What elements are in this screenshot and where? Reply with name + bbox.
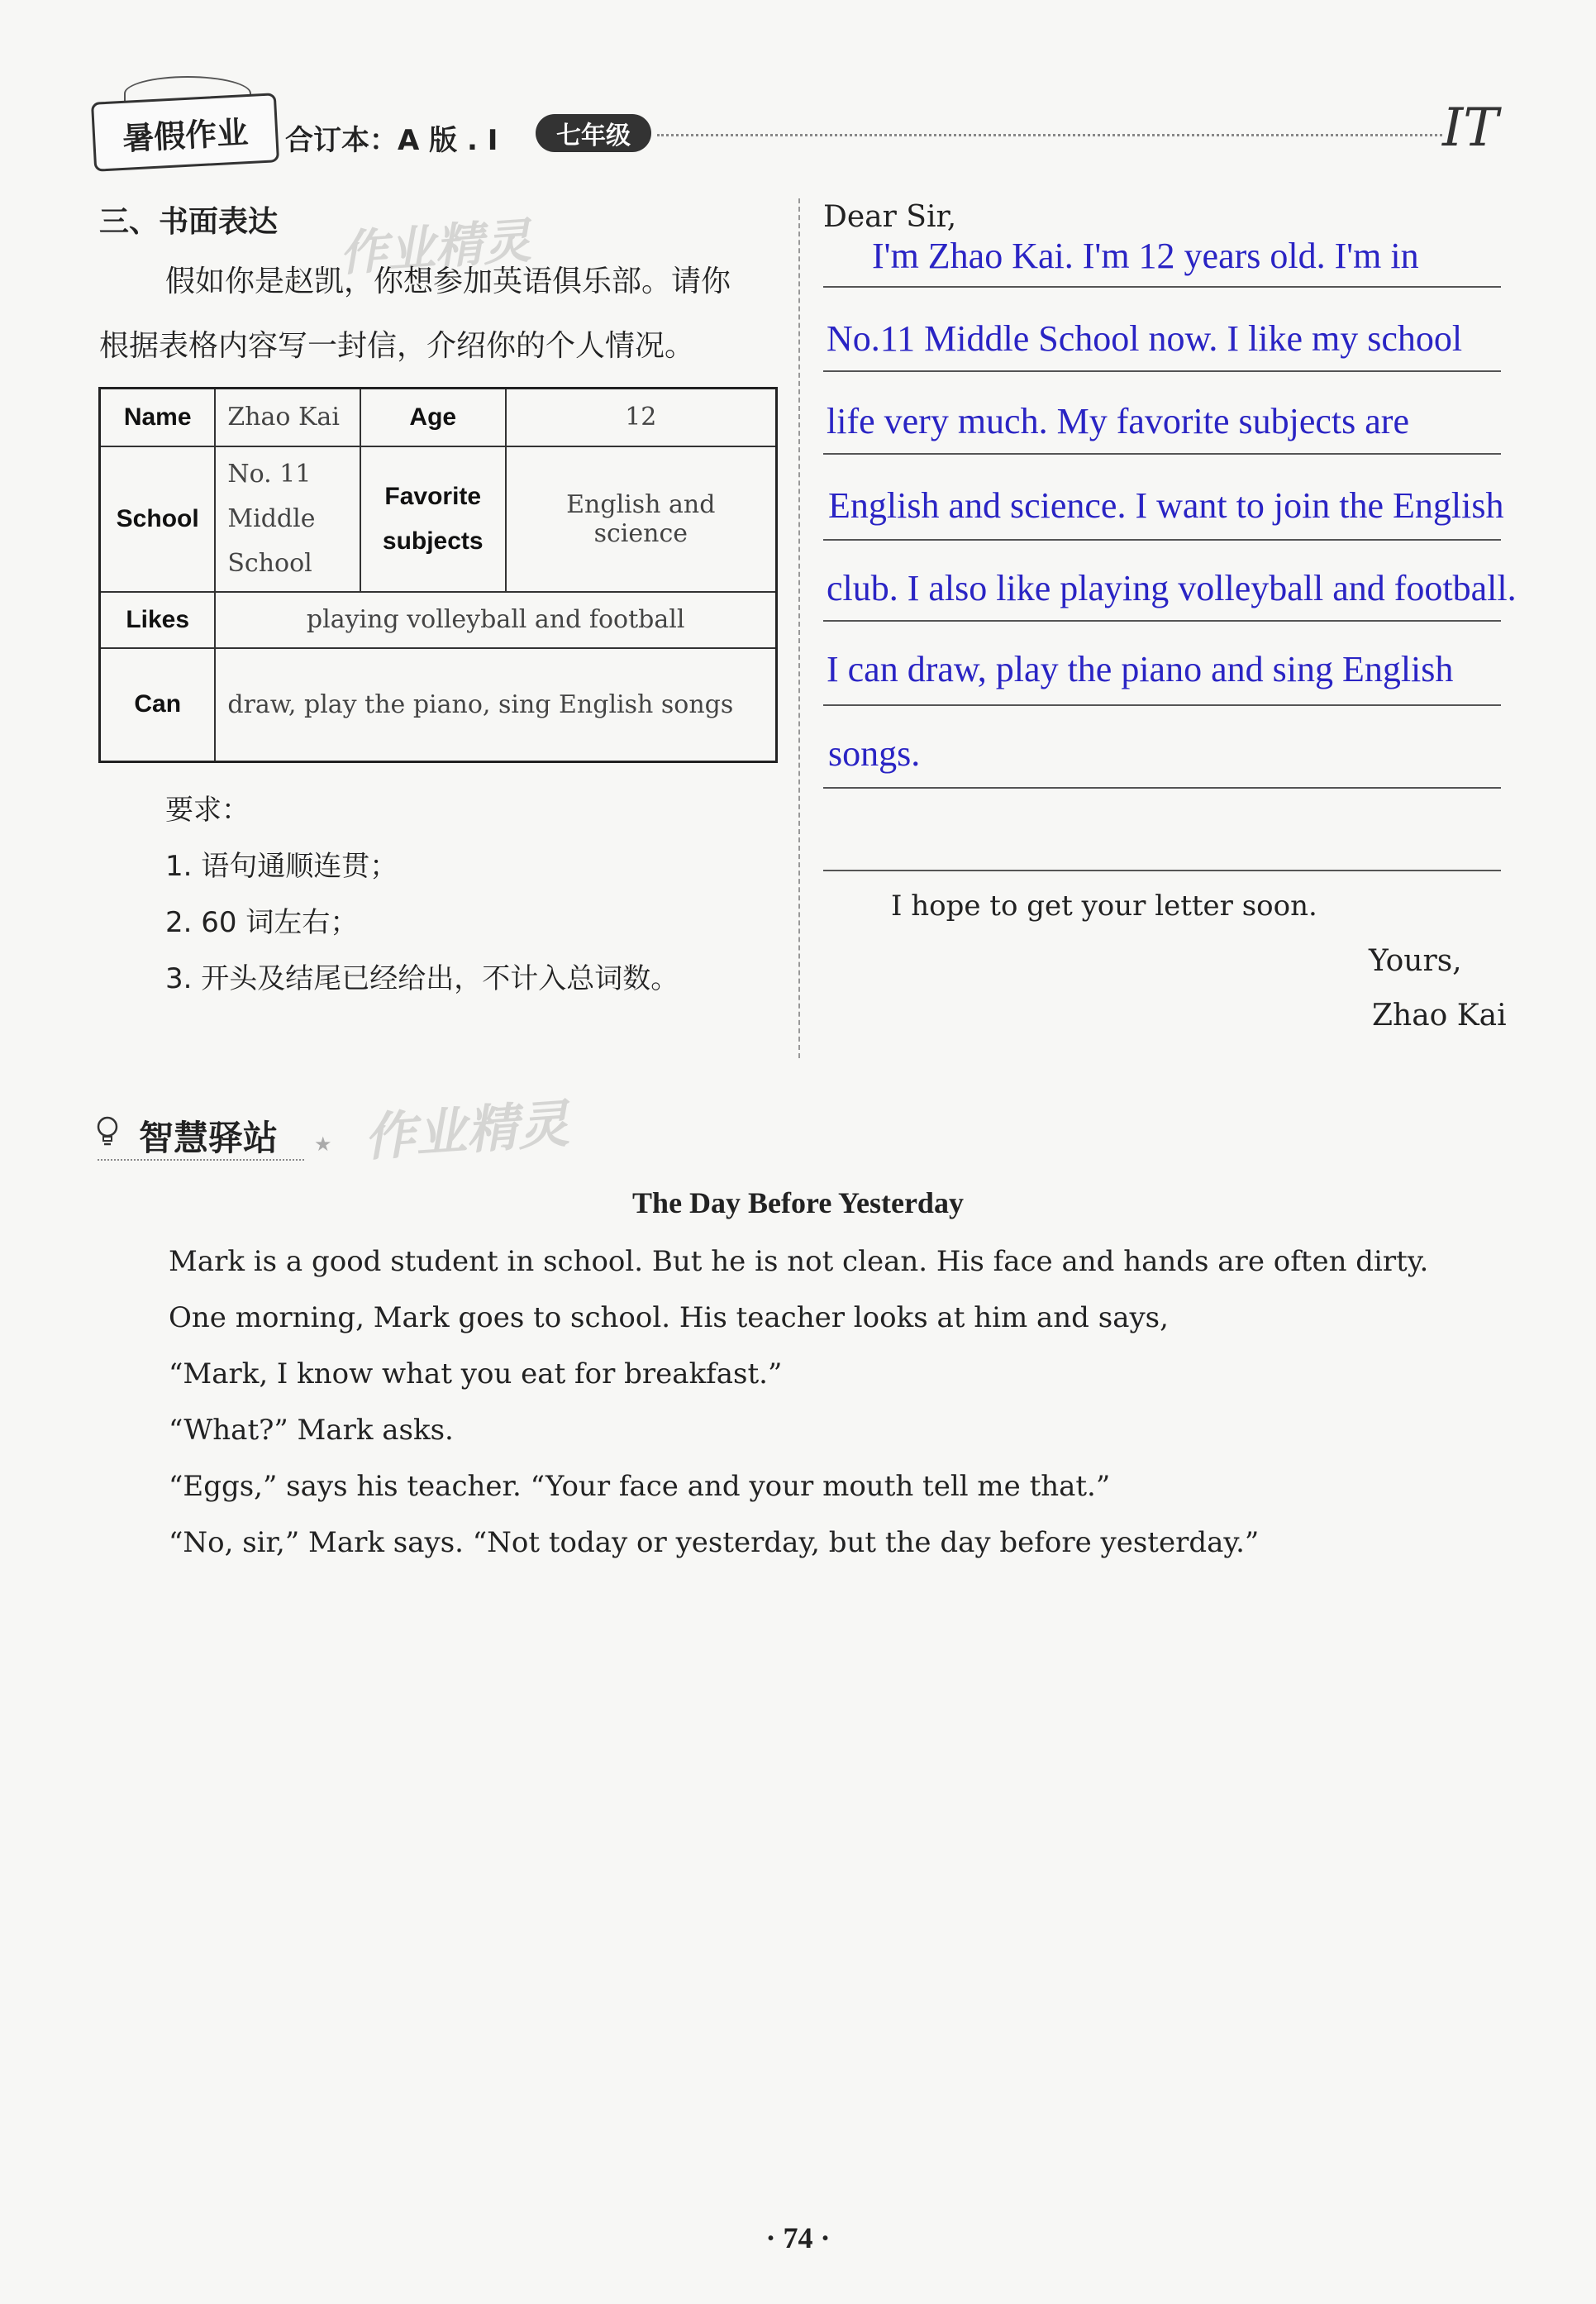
story-line: “Eggs,” says his teacher. “Your face and your mouth tell me that.” <box>169 1470 1111 1503</box>
header-rule <box>657 134 1442 136</box>
letter-complimentary-close: Yours, <box>1369 944 1462 978</box>
star-icon: ★ <box>314 1133 332 1156</box>
table-value: draw, play the piano, sing English songs <box>215 648 776 762</box>
lightbulb-icon <box>96 1116 119 1147</box>
watermark: 作业精灵 <box>362 1093 571 1168</box>
answer-line-text: club. I also like playing volleyball and football. <box>827 568 1517 608</box>
table-row <box>100 592 777 648</box>
watermark: 作业精灵 <box>337 212 533 282</box>
writing-line <box>823 870 1501 871</box>
writing-line <box>823 370 1501 372</box>
answer-line-text: English and science. I want to join the English <box>828 485 1504 526</box>
table-value: No. 11 Middle School <box>215 446 360 592</box>
instruction-line: 根据表格内容写一封信，介绍你的个人情况。 <box>99 329 695 363</box>
series-badge <box>91 93 279 172</box>
column-divider <box>798 198 800 1058</box>
handwritten-corner-mark: IT <box>1442 98 1498 159</box>
story-title: The Day Before Yesterday <box>632 1186 964 1219</box>
writing-line <box>823 704 1501 706</box>
answer-line-text: I'm Zhao Kai. I'm 12 years old. I'm in <box>872 236 1419 276</box>
answer-line-text: I can draw, play the piano and sing English <box>827 649 1454 689</box>
writing-line <box>823 787 1501 789</box>
answer-line-text: songs. <box>828 733 921 774</box>
table-label: School <box>100 446 216 592</box>
section-heading: 三、书面表达 <box>99 205 279 239</box>
requirement-item: 2. 60 词左右； <box>165 906 359 939</box>
answer-line-text: No.11 Middle School now. I like my school <box>827 318 1463 359</box>
table-value: English and science <box>506 446 777 592</box>
story-line: “Mark, I know what you eat for breakfast.” <box>169 1357 783 1391</box>
writing-line <box>823 620 1501 622</box>
table-row <box>100 389 777 446</box>
requirement-item: 1. 语句通顺连贯； <box>165 850 398 883</box>
story-line: Mark is a good student in school. But he is not clean. His face and hands are often dirty. <box>169 1245 1429 1278</box>
table-label: Favorite subjects <box>360 446 506 592</box>
table-value: playing volleyball and football <box>215 592 776 648</box>
letter-closing: I hope to get your letter soon. <box>891 890 1317 923</box>
table-value: Zhao Kai <box>215 389 360 446</box>
story-line: “What?” Mark asks. <box>169 1414 454 1447</box>
info-table <box>98 387 778 763</box>
table-value: 12 <box>506 389 777 446</box>
requirements-title: 要求： <box>165 794 250 827</box>
story-line: One morning, Mark goes to school. His teacher looks at him and says, <box>169 1301 1169 1334</box>
table-row <box>100 648 777 762</box>
requirement-item: 3. 开头及结尾已经给出，不计入总词数。 <box>165 962 679 995</box>
edition-label: 合订本：A 版 . I <box>285 124 498 157</box>
letter-salutation: Dear Sir, <box>823 200 957 234</box>
wisdom-corner-title: 智慧驿站 <box>139 1118 279 1158</box>
table-row <box>100 446 777 592</box>
letter-signature: Zhao Kai <box>1372 999 1507 1033</box>
title-underline <box>98 1159 304 1161</box>
answer-line-text: life very much. My favorite subjects are <box>827 401 1409 441</box>
instruction-line: 假如你是赵凯，你想参加英语俱乐部。请你 <box>165 265 731 298</box>
table-label: Name <box>100 389 216 446</box>
table-label: Likes <box>100 592 216 648</box>
writing-line <box>823 286 1501 288</box>
grade-badge: 七年级 <box>536 114 651 152</box>
table-label: Age <box>360 389 506 446</box>
story-line: “No, sir,” Mark says. “Not today or yesterday, but the day before yesterday.” <box>169 1526 1260 1559</box>
writing-line <box>823 539 1501 541</box>
writing-line <box>823 453 1501 455</box>
table-label: Can <box>100 648 216 762</box>
page-number: · 74 · <box>765 2221 831 2254</box>
series-badge-text: 暑假作业 <box>121 113 250 157</box>
